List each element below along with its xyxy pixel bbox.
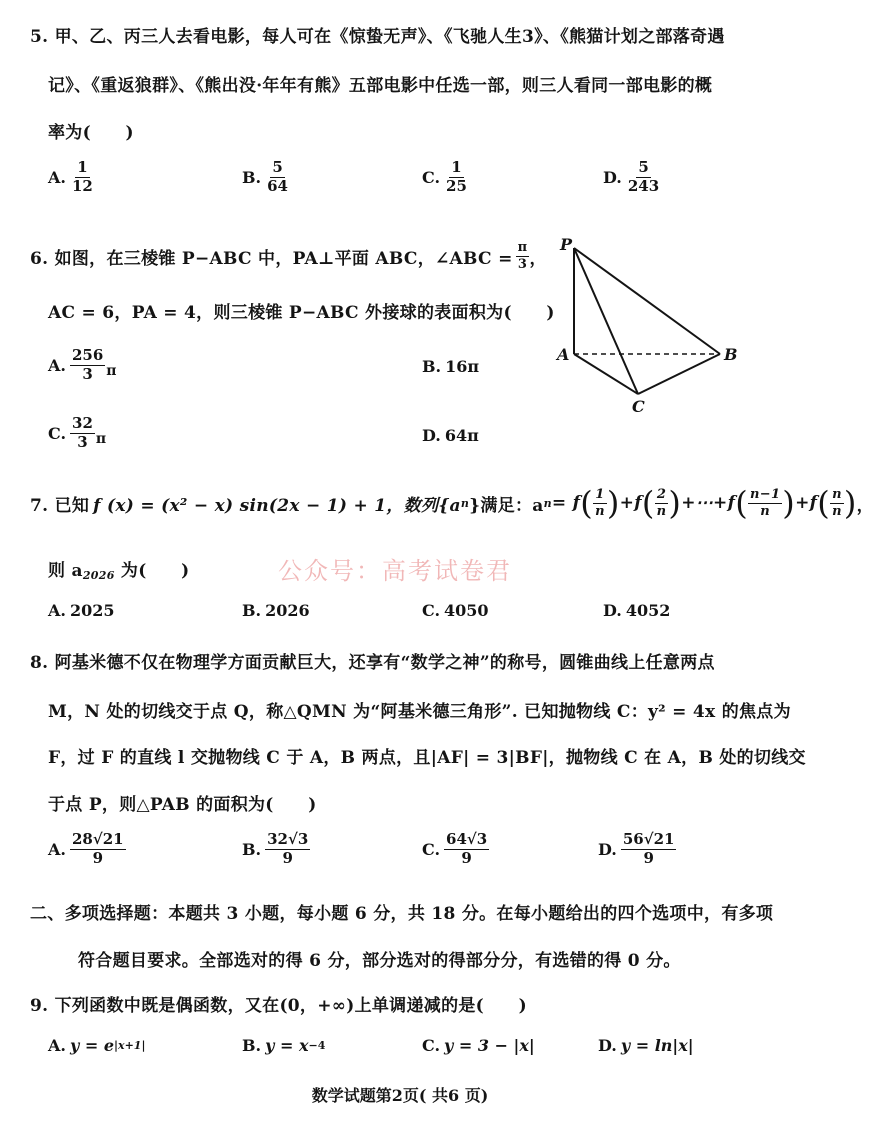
q8-line-2: M，N 处的切线交于点 Q，称△QMN 为“阿基米德三角形”. 已知抛物线 C：y² = 4x 的焦点为 [48, 702, 791, 722]
denominator: 9 [92, 848, 103, 867]
option-label: B. [242, 167, 262, 187]
q8-option-b[interactable] [242, 832, 310, 867]
numerator: 1 [77, 158, 88, 176]
edge-pb [574, 248, 720, 354]
q8-option-c[interactable] [422, 832, 489, 867]
numerator: 1 [451, 158, 462, 176]
q7-line-1 [30, 484, 874, 522]
q6-line-2: AC = 6，PA = 4，则三棱锥 P−ABC 外接球的表面积为( ) [48, 303, 555, 323]
paren-open: ( [735, 484, 748, 522]
q8-line-1: 8. 阿基米德不仅在物理学方面贡献巨大，还享有“数学之神”的称号，圆锥曲线上任意两点 [30, 653, 715, 673]
q8-option-a[interactable] [48, 832, 126, 867]
term-numerator: n−1 [750, 486, 781, 502]
option-text: 2025 [69, 601, 115, 620]
paren-close: ) [843, 484, 857, 522]
option-label: C. [422, 1036, 441, 1055]
option-label: C. [422, 601, 441, 620]
option-text: y = ln|x| [620, 1036, 694, 1055]
q6-option-c[interactable] [48, 416, 106, 451]
angle-denominator: 3 [517, 256, 528, 272]
q7-option-a[interactable] [48, 601, 115, 620]
term-numerator: 2 [656, 486, 667, 502]
section-2-heading-line-1: 二、多项选择题：本题共 3 小题，每小题 6 分，共 18 分。在每小题给出的四个选项中，有多项 [30, 904, 774, 924]
vertex-label-b: B [724, 345, 738, 364]
option-label: D. [598, 839, 617, 859]
option-label: B. [242, 1036, 262, 1055]
term-after: ， [856, 495, 874, 516]
q6-line-1-text: 6. 如图，在三棱锥 P−ABC 中，PA⊥平面 ABC，∠ABC = [30, 248, 513, 269]
denominator: 3 [82, 364, 93, 383]
option-text: 2026 [265, 601, 310, 620]
option-text: y = e [69, 1036, 115, 1055]
paren-close: ) [606, 484, 620, 522]
option-label: D. [422, 426, 441, 445]
term-numerator: 1 [595, 486, 605, 502]
q5-line-1: 5. 甲、乙、丙三人去看电影，每人可在《惊蛰无声》、《飞驰人生3》、《熊猫计划之部落奇遇 [30, 27, 725, 47]
q7-line-2-pre: 则 a [48, 561, 83, 581]
option-superscript: −4 [308, 1039, 326, 1052]
option-text: 16π [445, 357, 480, 376]
paren-close: ) [668, 484, 682, 522]
term-after: +⋯+f [681, 493, 736, 513]
edge-cb [638, 354, 720, 394]
angle-numerator: π [517, 240, 528, 255]
pi-suffix: π [95, 430, 107, 447]
q7-line-2-subscript: 2026 [82, 569, 115, 582]
numerator: 56√21 [622, 830, 675, 848]
option-label: D. [603, 167, 622, 187]
q6-line-1-suffix: ， [529, 248, 547, 269]
q9-option-a[interactable] [48, 1036, 145, 1055]
denominator: 9 [461, 848, 472, 867]
q8-line-4: 于点 P，则△PAB 的面积为( ) [48, 795, 317, 815]
tetrahedron-figure [552, 236, 752, 416]
q6-option-b[interactable] [422, 357, 479, 376]
option-label: A. [48, 839, 66, 859]
q7-line-2 [48, 556, 189, 582]
numerator: 28√21 [71, 830, 124, 848]
numerator: 5 [638, 158, 649, 176]
option-label: D. [603, 601, 622, 620]
q7-option-d[interactable] [603, 601, 670, 620]
term-after: +f [795, 493, 818, 513]
denominator: 3 [77, 432, 88, 451]
numerator: 64√3 [446, 830, 488, 848]
q7-option-b[interactable] [242, 601, 310, 620]
denominator: 25 [446, 176, 467, 195]
pi-suffix: π [106, 362, 117, 379]
option-label: A. [48, 355, 66, 375]
denominator: 12 [71, 176, 93, 195]
numerator: 32√3 [267, 830, 309, 848]
q7-option-c[interactable] [422, 601, 489, 620]
numerator: 32 [72, 414, 93, 432]
page-footer: 数学试题第2页( 共6 页) [311, 1086, 489, 1105]
term-denominator: n [656, 503, 667, 519]
q9-line-1: 9. 下列函数中既是偶函数，又在(0，+∞)上单调递减的是( ) [30, 996, 527, 1016]
numerator: 256 [71, 346, 104, 364]
q7-function: f (x) = (x² − x) sin(2x − 1) + 1，数列{a [93, 495, 461, 516]
q5-line-3: 率为( ) [48, 123, 134, 143]
q5-option-a[interactable] [48, 160, 95, 195]
q7-an-subscript: n [543, 496, 552, 510]
q7-prefix: 7. 已知 [30, 495, 90, 516]
option-label: B. [422, 357, 442, 376]
q5-option-c[interactable] [422, 160, 469, 195]
option-label: A. [48, 167, 66, 187]
paren-open: ( [641, 484, 655, 522]
q9-option-c[interactable] [422, 1036, 535, 1055]
term-denominator: n [760, 503, 771, 519]
option-label: A. [48, 1036, 66, 1055]
denominator: 243 [627, 176, 660, 195]
option-text: 64π [444, 426, 479, 445]
term-numerator: n [832, 486, 842, 502]
q9-option-b[interactable] [242, 1036, 325, 1055]
q7-an-eq: = f [551, 493, 581, 513]
watermark: 公众号：高考试卷君 [278, 557, 512, 585]
denominator: 64 [267, 176, 288, 195]
option-text: y = 3 − |x| [444, 1036, 535, 1055]
q6-line-1 [30, 241, 547, 271]
paren-close: ) [782, 484, 796, 522]
edge-pc [574, 248, 638, 394]
denominator: 9 [643, 848, 654, 867]
option-text: 4050 [444, 601, 489, 620]
option-label: B. [242, 839, 262, 859]
option-label: A. [48, 601, 66, 620]
option-label: B. [242, 601, 262, 620]
term-after: +f [619, 493, 642, 513]
term-denominator: n [595, 503, 605, 519]
option-label: C. [422, 839, 441, 859]
vertex-label-c: C [632, 397, 645, 416]
paren-open: ( [580, 484, 594, 522]
vertex-label-a: A [557, 345, 570, 364]
section-2-heading-line-2: 符合题目要求。全部选对的得 6 分，部分选对的得部分分，有选错的得 0 分。 [78, 951, 681, 971]
q9-option-d[interactable] [598, 1036, 694, 1055]
q8-line-3: F，过 F 的直线 l 交抛物线 C 于 A，B 两点，且|AF| = 3|BF|，抛物线 C 在 A，B 处的切线交 [48, 748, 806, 768]
q5-line-2: 记》、《重返狼群》、《熊出没·年年有熊》五部电影中任选一部，则三人看同一部电影的概 [48, 76, 713, 96]
q7-seq-subscript: n [460, 496, 470, 510]
numerator: 5 [272, 158, 283, 176]
option-label: C. [48, 423, 67, 443]
paren-open: ( [817, 484, 831, 522]
option-label: C. [422, 167, 441, 187]
q8-option-d[interactable] [598, 832, 676, 867]
option-text: 4052 [625, 601, 671, 620]
vertex-label-p: P [560, 235, 573, 254]
q6-option-a[interactable] [48, 348, 117, 383]
q5-option-d[interactable] [603, 160, 661, 195]
denominator: 9 [282, 848, 293, 867]
option-text: y = x [265, 1036, 309, 1055]
q5-option-b[interactable] [242, 160, 290, 195]
term-denominator: n [832, 503, 842, 519]
option-superscript: |x+1| [114, 1039, 146, 1052]
q7-line-2-post: 为( ) [114, 561, 190, 581]
q6-option-d[interactable] [422, 426, 479, 445]
option-label: D. [598, 1036, 617, 1055]
q7-func-after: }满足：a [469, 495, 544, 516]
